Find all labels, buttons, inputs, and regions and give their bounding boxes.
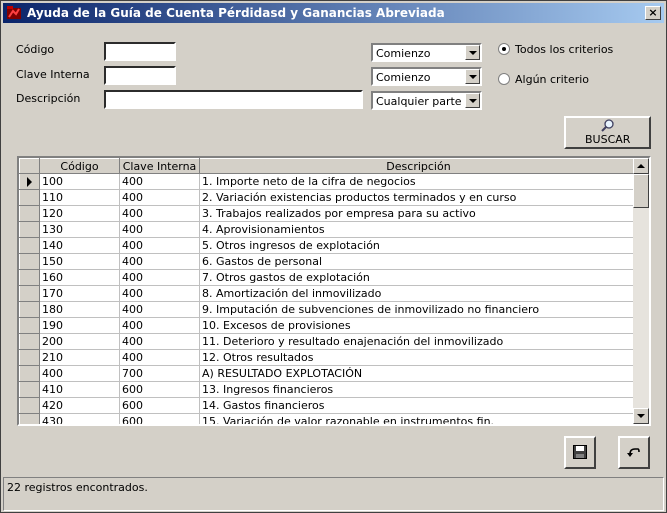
scrollbar-thumb[interactable] <box>633 174 649 208</box>
cell-clave-interna[interactable]: 400 <box>120 254 200 270</box>
cell-codigo[interactable]: 210 <box>40 350 120 366</box>
clave-interna-input[interactable] <box>104 66 176 85</box>
cell-clave-interna[interactable]: 400 <box>120 222 200 238</box>
vertical-scrollbar[interactable] <box>633 158 649 424</box>
row-selector[interactable] <box>20 286 40 302</box>
column-header-codigo[interactable]: Código <box>40 159 120 174</box>
column-header-descripcion[interactable]: Descripción <box>200 159 638 174</box>
cell-clave-interna[interactable]: 400 <box>120 270 200 286</box>
column-header-clave-interna[interactable]: Clave Interna <box>120 159 200 174</box>
cell-codigo[interactable]: 420 <box>40 398 120 414</box>
cell-codigo[interactable]: 150 <box>40 254 120 270</box>
row-selector[interactable] <box>20 334 40 350</box>
row-selector[interactable] <box>20 318 40 334</box>
row-selector[interactable] <box>20 382 40 398</box>
table-row[interactable] <box>20 318 638 334</box>
cell-clave-interna[interactable]: 400 <box>120 318 200 334</box>
chevron-down-icon[interactable] <box>465 69 480 84</box>
radio-algun-label: Algún criterio <box>515 73 590 86</box>
title-bar <box>3 3 664 23</box>
cell-codigo[interactable]: 410 <box>40 382 120 398</box>
window-title: Ayuda de la Guía de Cuenta Pérdidasd y Ganancias Abreviada <box>27 6 445 20</box>
floppy-disk-icon <box>573 445 587 459</box>
cell-codigo[interactable]: 190 <box>40 318 120 334</box>
status-text: 22 registros encontrados. <box>7 481 148 494</box>
table-row[interactable] <box>20 382 638 398</box>
cell-clave-interna[interactable]: 400 <box>120 206 200 222</box>
cell-clave-interna[interactable]: 400 <box>120 238 200 254</box>
clave-interna-label: Clave Interna <box>16 68 90 81</box>
table-row[interactable] <box>20 398 638 414</box>
table-row[interactable] <box>20 334 638 350</box>
descripcion-mode-value: Cualquier parte <box>376 95 462 108</box>
table-row[interactable] <box>20 350 638 366</box>
cell-codigo[interactable]: 120 <box>40 206 120 222</box>
radio-todos-criterios[interactable] <box>498 43 510 55</box>
table-row[interactable] <box>20 302 638 318</box>
undo-arrow-icon <box>627 446 641 458</box>
radio-algun-criterio[interactable] <box>498 73 510 85</box>
results-grid[interactable] <box>17 156 651 426</box>
row-selector[interactable] <box>20 238 40 254</box>
cell-codigo[interactable]: 130 <box>40 222 120 238</box>
descripcion-label: Descripción <box>16 92 81 105</box>
descripcion-mode-select[interactable] <box>371 91 482 110</box>
cell-codigo[interactable]: 430 <box>40 414 120 427</box>
table-row[interactable] <box>20 270 638 286</box>
cell-clave-interna[interactable]: 400 <box>120 334 200 350</box>
table-row[interactable] <box>20 366 638 382</box>
table-row[interactable] <box>20 190 638 206</box>
status-bar <box>3 477 664 511</box>
header-row <box>20 159 638 174</box>
cell-clave-interna[interactable]: 400 <box>120 350 200 366</box>
table-row[interactable] <box>20 254 638 270</box>
cell-clave-interna[interactable]: 400 <box>120 286 200 302</box>
magnifier-icon <box>600 119 616 133</box>
row-selector[interactable] <box>20 366 40 382</box>
row-selector[interactable] <box>20 302 40 318</box>
cell-clave-interna[interactable]: 600 <box>120 398 200 414</box>
row-selector[interactable] <box>20 270 40 286</box>
cell-codigo[interactable]: 400 <box>40 366 120 382</box>
save-button[interactable] <box>564 436 596 469</box>
table-row[interactable] <box>20 222 638 238</box>
cell-descripcion[interactable]: 15. Variación de valor razonable en instrumentos fin. <box>200 414 638 427</box>
chevron-down-icon[interactable] <box>465 45 480 60</box>
clave-mode-value: Comienzo <box>376 71 431 84</box>
cell-descripcion[interactable]: 2. Variación existencias productos terminados y en curso <box>200 190 638 206</box>
row-selector[interactable] <box>20 254 40 270</box>
cell-codigo[interactable]: 140 <box>40 238 120 254</box>
table-row[interactable] <box>20 238 638 254</box>
close-icon: × <box>648 6 658 19</box>
cell-codigo[interactable]: 160 <box>40 270 120 286</box>
cell-descripcion[interactable]: 5. Otros ingresos de explotación <box>200 238 638 254</box>
row-selector[interactable] <box>20 414 40 427</box>
cell-clave-interna[interactable]: 600 <box>120 414 200 427</box>
clave-mode-select[interactable] <box>371 67 482 86</box>
cell-descripcion[interactable]: 9. Imputación de subvenciones de inmovilizado no financiero <box>200 302 638 318</box>
cell-codigo[interactable]: 180 <box>40 302 120 318</box>
codigo-label: Código <box>16 43 55 56</box>
cell-descripcion[interactable]: 7. Otros gastos de explotación <box>200 270 638 286</box>
row-selector[interactable] <box>20 206 40 222</box>
cell-clave-interna[interactable]: 400 <box>120 302 200 318</box>
results-table <box>19 158 638 426</box>
codigo-mode-select[interactable] <box>371 43 482 62</box>
table-row[interactable] <box>20 286 638 302</box>
row-selector-header <box>20 159 40 174</box>
row-pointer-icon <box>27 177 32 187</box>
scroll-down-icon[interactable] <box>633 408 649 424</box>
cell-clave-interna[interactable]: 700 <box>120 366 200 382</box>
table-row[interactable] <box>20 206 638 222</box>
codigo-input[interactable] <box>104 42 176 61</box>
descripcion-input[interactable] <box>104 90 363 109</box>
cell-codigo[interactable]: 100 <box>40 174 120 190</box>
table-row[interactable] <box>20 414 638 427</box>
cell-clave-interna[interactable]: 600 <box>120 382 200 398</box>
codigo-mode-value: Comienzo <box>376 47 431 60</box>
cell-descripcion[interactable]: A) RESULTADO EXPLOTACIÓN <box>200 366 638 382</box>
buscar-button[interactable] <box>564 116 651 149</box>
buscar-label: BUSCAR <box>585 133 631 146</box>
scroll-up-icon[interactable] <box>633 158 649 174</box>
cell-descripcion[interactable]: 6. Gastos de personal <box>200 254 638 270</box>
close-button[interactable] <box>645 6 661 20</box>
cell-descripcion[interactable]: 12. Otros resultados <box>200 350 638 366</box>
cell-clave-interna[interactable]: 400 <box>120 190 200 206</box>
cell-descripcion[interactable]: 13. Ingresos financieros <box>200 382 638 398</box>
row-selector[interactable] <box>20 190 40 206</box>
app-icon <box>6 5 22 21</box>
row-selector[interactable] <box>20 222 40 238</box>
cell-descripcion[interactable]: 14. Gastos financieros <box>200 398 638 414</box>
cell-codigo[interactable]: 110 <box>40 190 120 206</box>
cell-descripcion[interactable]: 3. Trabajos realizados por empresa para su activo <box>200 206 638 222</box>
cell-codigo[interactable]: 200 <box>40 334 120 350</box>
undo-button[interactable] <box>618 436 650 469</box>
cell-descripcion[interactable]: 8. Amortización del inmovilizado <box>200 286 638 302</box>
cell-codigo[interactable]: 170 <box>40 286 120 302</box>
cell-descripcion[interactable]: 4. Aprovisionamientos <box>200 222 638 238</box>
cell-descripcion[interactable]: 10. Excesos de provisiones <box>200 318 638 334</box>
cell-descripcion[interactable]: 11. Deterioro y resultado enajenación del inmovilizado <box>200 334 638 350</box>
row-selector[interactable] <box>20 350 40 366</box>
table-row[interactable] <box>20 174 638 190</box>
radio-todos-label: Todos los criterios <box>515 43 614 56</box>
row-selector[interactable] <box>20 398 40 414</box>
cell-descripcion[interactable]: 1. Importe neto de la cifra de negocios <box>200 174 638 190</box>
row-selector[interactable] <box>20 174 40 190</box>
chevron-down-icon[interactable] <box>465 93 480 108</box>
cell-clave-interna[interactable]: 400 <box>120 174 200 190</box>
